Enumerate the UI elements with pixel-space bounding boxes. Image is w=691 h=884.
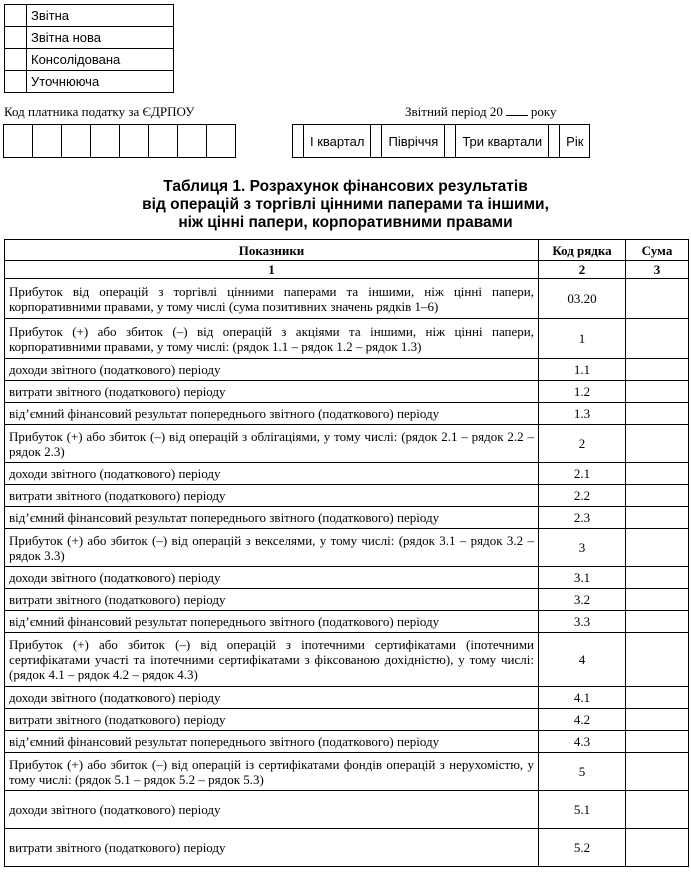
- header-indicators: Показники: [5, 240, 539, 261]
- column-number: 2: [539, 261, 626, 279]
- table-row: [5, 381, 689, 403]
- year-blank[interactable]: [506, 115, 528, 116]
- row-code-cell: 3: [539, 529, 626, 567]
- amount-cell[interactable]: [626, 425, 689, 463]
- report-type-checkbox[interactable]: [5, 71, 27, 93]
- table-title-line: Таблиця 1. Розрахунок фінансових результатів: [163, 178, 528, 195]
- amount-cell[interactable]: [626, 709, 689, 731]
- table-row: [5, 791, 689, 829]
- indicator-cell: витрати звітного (податкового) періоду: [5, 485, 539, 507]
- row-code-cell: 4.1: [539, 687, 626, 709]
- amount-cell[interactable]: [626, 403, 689, 425]
- column-number-row: [5, 261, 689, 279]
- period-checkbox[interactable]: [549, 125, 560, 158]
- row-code-cell: 5.1: [539, 791, 626, 829]
- taxpayer-code-cells: [3, 124, 236, 158]
- report-type-checkbox[interactable]: [5, 5, 27, 27]
- period-label: Три квартали: [456, 125, 549, 158]
- indicator-cell: від’ємний фінансовий результат попереднього звітного (податкового) періоду: [5, 403, 539, 425]
- table-row: [5, 463, 689, 485]
- indicator-cell: доходи звітного (податкового) періоду: [5, 791, 539, 829]
- table-row: [5, 829, 689, 867]
- period-checkbox[interactable]: [445, 125, 456, 158]
- header-row-code: Код рядка: [539, 240, 626, 261]
- indicator-cell: витрати звітного (податкового) періоду: [5, 589, 539, 611]
- amount-cell[interactable]: [626, 279, 689, 319]
- table-row: [5, 425, 689, 463]
- indicator-cell: витрати звітного (податкового) періоду: [5, 709, 539, 731]
- taxpayer-code-digit-cell[interactable]: [33, 125, 62, 158]
- taxpayer-code-digit-cell[interactable]: [4, 125, 33, 158]
- table-row: [5, 709, 689, 731]
- amount-cell[interactable]: [626, 633, 689, 687]
- period-label: Півріччя: [382, 125, 445, 158]
- table-row: [5, 319, 689, 359]
- row-code-cell: 2.1: [539, 463, 626, 485]
- table-row: [5, 567, 689, 589]
- amount-cell[interactable]: [626, 529, 689, 567]
- row-code-cell: 5: [539, 753, 626, 791]
- period-label-suffix: року: [530, 104, 557, 119]
- amount-cell[interactable]: [626, 731, 689, 753]
- row-code-cell: 3.2: [539, 589, 626, 611]
- report-type-label: Звітна: [27, 5, 174, 27]
- period-label: Рік: [560, 125, 590, 158]
- row-code-cell: 1.1: [539, 359, 626, 381]
- row-code-cell: 2: [539, 425, 626, 463]
- table-row: [5, 753, 689, 791]
- report-type-table: [4, 4, 174, 93]
- report-type-checkbox[interactable]: [5, 27, 27, 49]
- taxpayer-code-digit-cell[interactable]: [120, 125, 149, 158]
- row-code-cell: 3.1: [539, 567, 626, 589]
- indicator-cell: Прибуток (+) або збиток (–) від операцій з іпотечними сертифікатами (іпотечними сертифікатами участі та іпотечними сертифікатами з фіксованою дохідністю), у тому числі: (рядок 4.1 – рядок 4.2 – рядок 4.3): [5, 633, 539, 687]
- row-code-cell: 3.3: [539, 611, 626, 633]
- amount-cell[interactable]: [626, 753, 689, 791]
- indicator-cell: витрати звітного (податкового) періоду: [5, 829, 539, 867]
- report-type-row: [5, 27, 174, 49]
- indicator-cell: Прибуток (+) або збиток (–) від операцій з акціями та іншими, ніж цінні папери, корпоративними правами, у тому числі: (рядок 1.1 – рядок 1.2 – рядок 1.3): [5, 319, 539, 359]
- table-row: [5, 687, 689, 709]
- table-row: [5, 611, 689, 633]
- table-row: [5, 731, 689, 753]
- indicator-cell: від’ємний фінансовий результат попереднього звітного (податкового) періоду: [5, 731, 539, 753]
- table-row: [5, 279, 689, 319]
- row-code-cell: 5.2: [539, 829, 626, 867]
- row-code-cell: 2.2: [539, 485, 626, 507]
- period-label: І квартал: [304, 125, 371, 158]
- period-checkbox[interactable]: [371, 125, 382, 158]
- header-row: [5, 240, 689, 261]
- row-code-cell: 1.3: [539, 403, 626, 425]
- indicator-cell: Прибуток (+) або збиток (–) від операцій з векселями, у тому числі: (рядок 3.1 – рядок 3.2 – рядок 3.3): [5, 529, 539, 567]
- row-code-cell: 03.20: [539, 279, 626, 319]
- table-row: [5, 529, 689, 567]
- table-row: [5, 485, 689, 507]
- amount-cell[interactable]: [626, 687, 689, 709]
- taxpayer-code-digit-cell[interactable]: [207, 125, 236, 158]
- report-type-label: Консолідована: [27, 49, 174, 71]
- table-row: [5, 589, 689, 611]
- amount-cell[interactable]: [626, 567, 689, 589]
- report-type-row: [5, 5, 174, 27]
- reporting-period-label: [405, 104, 557, 120]
- table-row: [5, 633, 689, 687]
- indicator-cell: Прибуток (+) або збиток (–) від операцій із сертифікатами фондів операцій з нерухомістю, у тому числі: (рядок 5.1 – рядок 5.2 – рядок 5.3): [5, 753, 539, 791]
- header-amount: Сума: [626, 240, 689, 261]
- indicator-cell: витрати звітного (податкового) періоду: [5, 381, 539, 403]
- indicator-cell: Прибуток від операцій з торгівлі цінними паперами та іншими, ніж цінні папери, корпоративними правами, у тому числі (сума позитивних значень рядків 1–6): [5, 279, 539, 319]
- financial-results-table: [4, 239, 689, 867]
- row-code-cell: 2.3: [539, 507, 626, 529]
- row-code-cell: 4.2: [539, 709, 626, 731]
- row-code-cell: 1: [539, 319, 626, 359]
- amount-cell[interactable]: [626, 829, 689, 867]
- table-row: [5, 507, 689, 529]
- period-selector: [292, 124, 590, 158]
- table-title: [0, 178, 691, 232]
- amount-cell[interactable]: [626, 359, 689, 381]
- amount-cell[interactable]: [626, 507, 689, 529]
- column-number: 1: [5, 261, 539, 279]
- indicator-cell: доходи звітного (податкового) періоду: [5, 567, 539, 589]
- taxpayer-code-digit-cell[interactable]: [91, 125, 120, 158]
- indicator-cell: доходи звітного (податкового) періоду: [5, 687, 539, 709]
- amount-cell[interactable]: [626, 485, 689, 507]
- column-number: 3: [626, 261, 689, 279]
- taxpayer-code-digit-cell[interactable]: [62, 125, 91, 158]
- report-type-label: Уточнююча: [27, 71, 174, 93]
- indicator-cell: Прибуток (+) або збиток (–) від операцій з облігаціями, у тому числі: (рядок 2.1 – рядок 2.2 – рядок 2.3): [5, 425, 539, 463]
- indicator-cell: від’ємний фінансовий результат попереднього звітного (податкового) періоду: [5, 507, 539, 529]
- table-title-line: ніж цінні папери, корпоративними правами: [178, 214, 513, 231]
- amount-cell[interactable]: [626, 589, 689, 611]
- amount-cell[interactable]: [626, 319, 689, 359]
- amount-cell[interactable]: [626, 381, 689, 403]
- indicator-cell: доходи звітного (податкового) періоду: [5, 463, 539, 485]
- table-row: [5, 359, 689, 381]
- table-title-line: від операцій з торгівлі цінними паперами та іншими,: [142, 196, 549, 213]
- period-label-prefix: Звітний період 20: [405, 104, 503, 119]
- indicator-cell: від’ємний фінансовий результат попереднього звітного (податкового) періоду: [5, 611, 539, 633]
- report-type-checkbox[interactable]: [5, 49, 27, 71]
- amount-cell[interactable]: [626, 791, 689, 829]
- indicator-cell: доходи звітного (податкового) періоду: [5, 359, 539, 381]
- amount-cell[interactable]: [626, 611, 689, 633]
- row-code-cell: 4: [539, 633, 626, 687]
- taxpayer-code-label: Код платника податку за ЄДРПОУ: [4, 104, 195, 119]
- taxpayer-code-digit-cell[interactable]: [178, 125, 207, 158]
- report-type-label: Звітна нова: [27, 27, 174, 49]
- report-type-row: [5, 49, 174, 71]
- row-code-cell: 1.2: [539, 381, 626, 403]
- row-code-cell: 4.3: [539, 731, 626, 753]
- report-type-row: [5, 71, 174, 93]
- table-row: [5, 403, 689, 425]
- period-checkbox[interactable]: [293, 125, 304, 158]
- amount-cell[interactable]: [626, 463, 689, 485]
- taxpayer-code-digit-cell[interactable]: [149, 125, 178, 158]
